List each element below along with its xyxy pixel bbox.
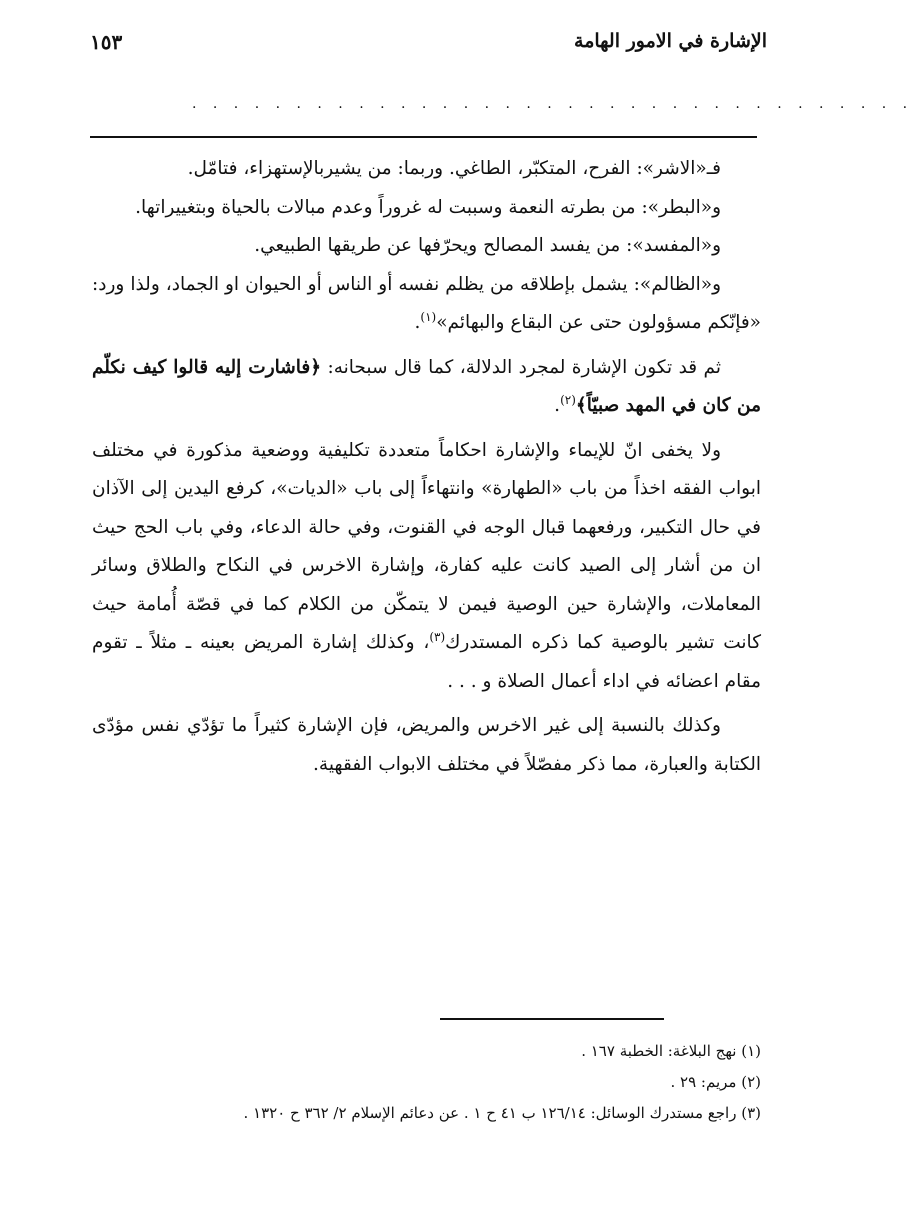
paragraph-5-text: ثم قد تكون الإشارة لمجرد الدلالة، كما قال سبحانه:	[321, 356, 721, 378]
body-text	[92, 150, 761, 784]
page-number: ١٥٣	[90, 30, 123, 54]
footnote-3: (٣) راجع مستدرك الوسائل: ١٢٦/١٤ ب ٤١ ح ١ . عن دعائم الإسلام ٢/ ٣٦٢ ح ١٣٢٠ .	[243, 1104, 761, 1122]
footnote-ref-3: (٣)	[429, 629, 446, 644]
paragraph-5-end: .	[554, 395, 561, 416]
header-rule	[90, 136, 757, 138]
footnote-1: (١) نهج البلاغة: الخطبة ١٦٧ .	[581, 1042, 761, 1060]
quran-quote: ﴿فاشارت إليه قالوا كيف نكلّم من كان في المهد صبيّاً﴾	[92, 356, 761, 416]
paragraph-7: وكذلك بالنسبة إلى غير الاخرس والمريض، فإن الإشارة كثيراً ما تؤدّي نفس مؤدّى الكتابة والعبارة، مما ذكر مفصّلاً في مختلف الابواب الفقهية.	[92, 715, 761, 775]
paragraph-6-text: ولا يخفى انّ للإيماء والإشارة احكاماً متعددة تكليفية ووضعية مذكورة في مختلف ابواب الفقه اخذاً من باب «الطهارة» وانتهاءاً إلى باب «الديات»، كرفع اليدين إلى الآذان في حال التكبير، ورفعهما قبال الوجه في القنوت، وفي حالة الدعاء، وفي باب الحج حيث ان من أشار إلى الصيد كانت عليه كفارة، وإشارة الاخرس في النكاح والطلاق وسائر المعاملات، والإشارة حين الوصية فيمن لا يتمكّن من الكلام كما في قصّة أُمامة حيث كانت تشير بالوصية كما ذكره المستدرك	[92, 439, 761, 653]
footnote-2: (٢) مريم: ٢٩ .	[670, 1073, 761, 1091]
paragraph-1: فـ«الاشر»: الفرح، المتكبّر، الطاغي. وربما: من يشيربالإستهزاء، فتامّل.	[187, 158, 721, 179]
paragraph-5	[92, 349, 761, 426]
footnote-ref-2: (٢)	[560, 392, 576, 407]
separator-dots: . . . . . . . . . . . . . . . . . . . . . . . . . . . . . . . . . . .	[192, 96, 913, 112]
paragraph-6	[92, 432, 761, 702]
paragraph-4-end: .	[414, 312, 421, 333]
paragraph-4-text: و«الظالم»: يشمل بإطلاقه من يظلم نفسه أو الناس أو الحيوان او الجماد، ولذا ورد: «فإنّكم مسؤولون حتى عن البقاع والبهائم»	[92, 273, 761, 333]
paragraph-4	[92, 266, 761, 343]
book-title: الإشارة في الامور الهامة	[574, 30, 767, 52]
footnotes	[92, 1036, 761, 1129]
paragraph-6-end: ، وكذلك إشارة المريض بعينه ـ مثلاً ـ تقوم مقام اعضائه في اداء أعمال الصلاة و . . .	[92, 632, 761, 692]
paragraph-2: و«البطر»: من بطرته النعمة وسببت له غروراً وعدم مبالات بالحياة وبتغييراتها.	[135, 196, 721, 218]
paragraph-3: و«المفسد»: من يفسد المصالح ويحرّفها عن طريقها الطبيعي.	[254, 235, 721, 256]
footnote-ref-1: (١)	[420, 309, 437, 324]
running-header	[90, 30, 767, 64]
footnote-rule	[440, 1018, 664, 1020]
